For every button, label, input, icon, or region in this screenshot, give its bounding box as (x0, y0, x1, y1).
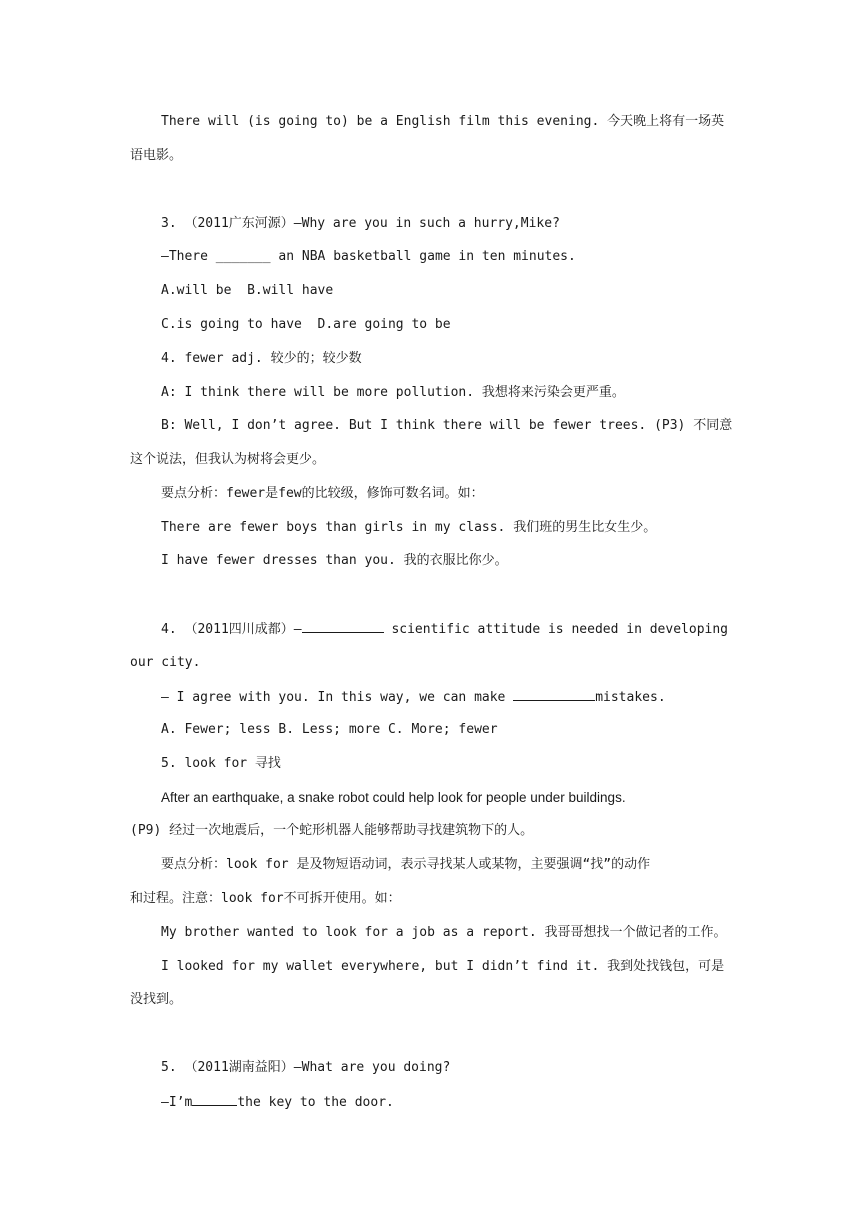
point-4-example-1: There are fewer boys than girls in my class. 我们班的男生比女生少。 (161, 520, 657, 535)
question-4-line2: — I agree with you. In this way, we can make mistakes. (161, 690, 666, 705)
point-5-example-cn: (P9) 经过一次地震后，一个蛇形机器人能够帮助寻找建筑物下的人。 (130, 823, 534, 838)
question-3-stem: 3. （2011广东河源）—Why are you in such a hurry,Mike? (161, 216, 560, 231)
point-4-dialog-a: A: I think there will be more pollution. 我想将来污染会更严重。 (161, 385, 625, 400)
answer-blank[interactable] (302, 620, 384, 633)
point-5-example-2-cont: 没找到。 (130, 992, 183, 1007)
example-sentence-en: There will (is going to) be a English film this evening. 今天晚上将有一场英 (161, 114, 725, 129)
point-5-title: 5. look for 寻找 (161, 756, 281, 771)
question-3-options-cd: C.is going to have D.are going to be (161, 317, 451, 332)
question-3-options-ab: A.will be B.will have (161, 283, 334, 298)
question-5-stem: 5. （2011湖南益阳）—What are you doing? (161, 1060, 451, 1075)
question-4-options: A. Fewer; less B. Less; more C. More; fewer (161, 722, 498, 737)
point-5-example-2: I looked for my wallet everywhere, but I didn’t find it. 我到处找钱包，可是 (161, 959, 725, 974)
question-5-line2: —I’m the key to the door. (161, 1095, 394, 1110)
point-5-example-1: My brother wanted to look for a job as a report. 我哥哥想找一个做记者的工作。 (161, 925, 727, 940)
question-3-line2: —There _______ an NBA basketball game in ten minutes. (161, 249, 576, 264)
point-4-dialog-b: B: Well, I don’t agree. But I think there will be fewer trees. (P3) 不同意 (161, 418, 733, 433)
point-4-dialog-b-cont: 这个说法，但我认为树将会更少。 (130, 452, 326, 467)
point-5-analysis-cont: 和过程。注意：look for不可拆开使用。如： (130, 891, 401, 906)
answer-blank[interactable]: _______ (215, 249, 271, 264)
point-4-analysis: 要点分析：fewer是few的比较级，修饰可数名词。如： (161, 486, 484, 501)
answer-blank[interactable] (192, 1093, 237, 1106)
point-4-title: 4. fewer adj. 较少的；较少数 (161, 351, 362, 366)
question-4-stem-cont: our city. (130, 655, 201, 670)
example-sentence-cn-cont: 语电影。 (130, 148, 183, 163)
answer-blank[interactable] (513, 688, 595, 701)
question-4-stem: 4. （2011四川成都）— scientific attitude is needed in developing (161, 622, 728, 637)
point-5-example-en: After an earthquake, a snake robot could help look for people under buildings. (161, 790, 626, 805)
point-5-analysis: 要点分析：look for 是及物短语动词，表示寻找某人或某物，主要强调“找”的动作 (161, 857, 651, 872)
point-4-example-2: I have fewer dresses than you. 我的衣服比你少。 (161, 553, 508, 568)
